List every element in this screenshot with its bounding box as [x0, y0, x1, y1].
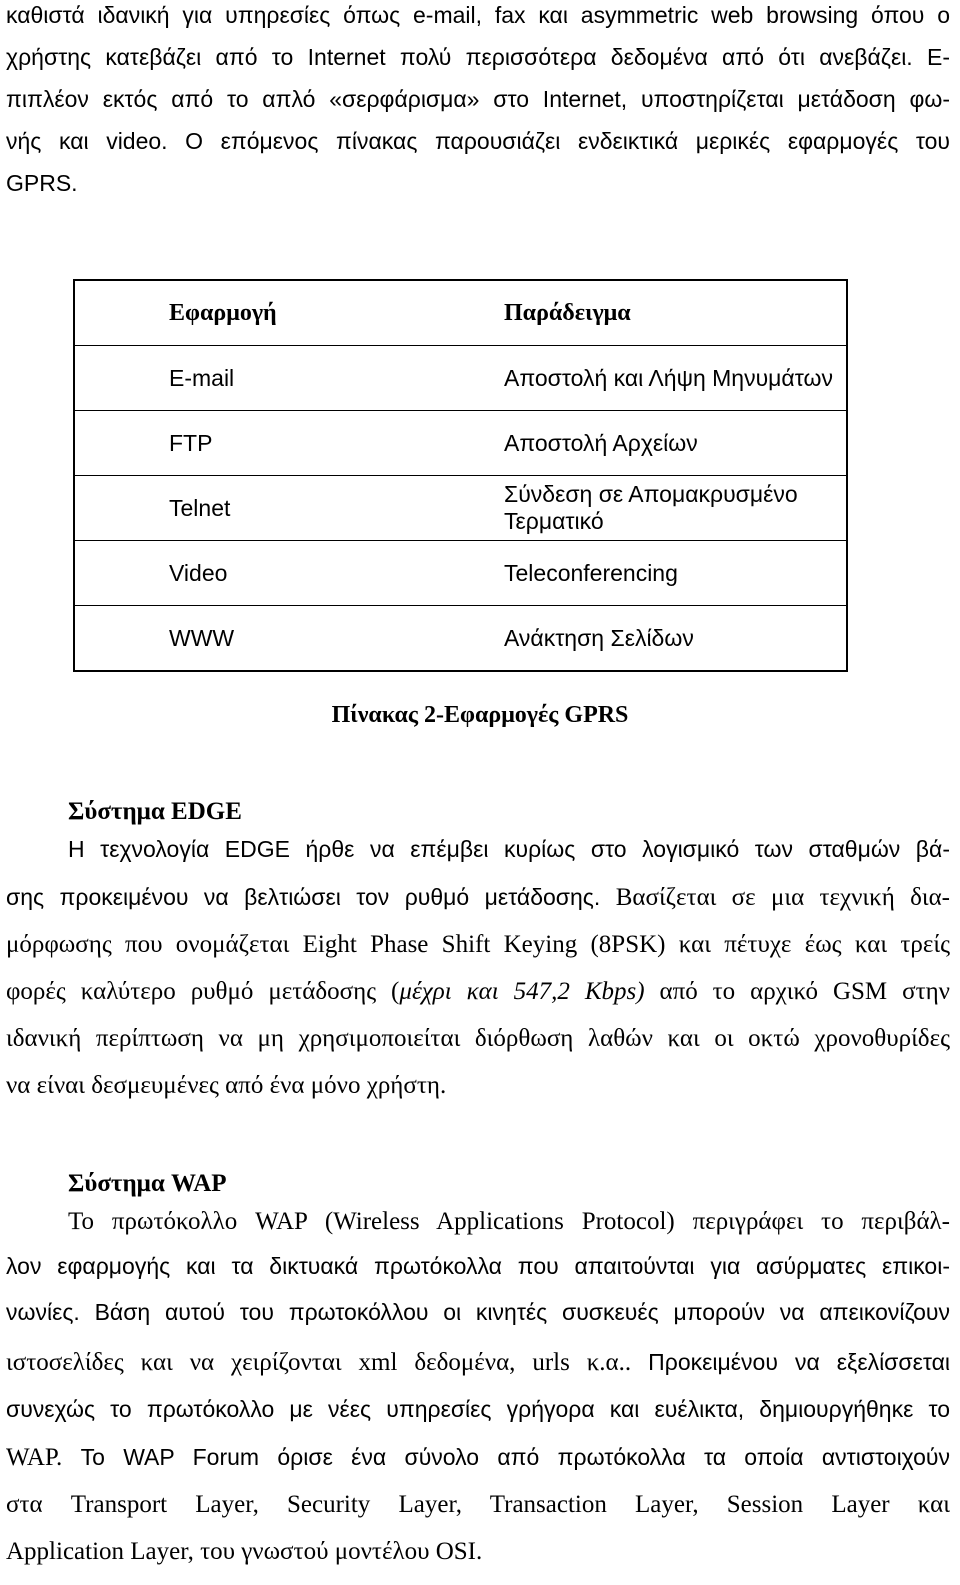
text-line: Το πρωτόκολλο WAP (Wireless Applications Protocol) περιγράφει το περιβάλ-: [68, 1208, 950, 1235]
text-line: Application Layer, του γνωστού μοντέλου OSI.: [6, 1538, 483, 1565]
table-cell: WWW: [169, 624, 235, 651]
table-cell: E-mail: [169, 364, 235, 391]
table-cell: Σύνδεση σε Απομακρυσμένο Τερματικό: [504, 481, 798, 534]
table-row: [74, 476, 847, 541]
table-caption: Πίνακας 2-Εφαρμογές GPRS: [331, 702, 629, 728]
text-line: συνεχώς το πρωτόκολλο με νέες υπηρεσίες γρήγορα και ευέλικτα, δημιουργήθηκε το: [6, 1396, 950, 1422]
text-line: πιπλέον εκτός από το απλό «σερφάρισμα» στο Internet, υποστηρίζεται μετάδοση φω-: [6, 86, 950, 112]
text-line: να είναι δεσμευμένες από ένα μόνο χρήστη.: [6, 1072, 447, 1099]
table-header-row: [74, 280, 847, 346]
table-cell: Αποστολή Αρχείων: [504, 429, 698, 456]
table-cell: Ανάκτηση Σελίδων: [504, 624, 694, 651]
text-span: νωνίες.: [6, 1299, 80, 1325]
text-span: Βασίζεται σε μια τεχνική δια-: [615, 884, 951, 911]
section-heading-wap: Σύστημα WAP: [68, 1170, 227, 1197]
text-line: [6, 885, 950, 910]
text-span: ιστοσελίδες και να χειρίζονται xml δεδομένα, urls κ.α..: [6, 1349, 632, 1376]
gprs-applications-table: [73, 279, 848, 672]
text-line: [6, 1350, 950, 1375]
text-span: Βάση αυτού του πρωτοκόλλου οι κινητές συσκευές μπορούν να απεικονίζουν: [79, 1299, 950, 1325]
column-header-application: Εφαρμογή: [169, 299, 277, 326]
text-line: [6, 979, 950, 1004]
text-line: χρήστης κατεβάζει από το Internet πολύ περισσότερα δεδομένα από ότι ανεβάζει. Ε-: [6, 44, 950, 70]
text-span: Προκειμένου να εξελίσσεται: [631, 1349, 950, 1375]
table-cell: Telnet: [169, 494, 231, 521]
table-cell: Αποστολή και Λήψη Μηνυμάτων: [504, 364, 833, 391]
text-line: [6, 1445, 950, 1470]
rate-italic: μέχρι και 547,2 Kbps): [399, 978, 645, 1005]
table-row: [74, 411, 847, 476]
table-cell: FTP: [169, 429, 213, 456]
text-line: ιδανική περίπτωση να μη χρησιμοποιείται διόρθωση λαθών και οι οκτώ χρονοθυρίδες: [6, 1025, 950, 1052]
text-line: [6, 1301, 950, 1324]
table-row: [74, 541, 847, 606]
text-line: λον εφαρμογής και τα δικτυακά πρωτόκολλα που απαιτούνται για ασύρματες επικοι-: [6, 1253, 950, 1279]
section-heading-edge: Σύστημα EDGE: [68, 798, 242, 825]
text-span: WAP.: [6, 1444, 63, 1471]
column-header-example: Παράδειγμα: [504, 299, 631, 326]
table-cell: Video: [169, 559, 228, 586]
text-line: καθιστά ιδανική για υπηρεσίες όπως e-mail, fax και asymmetric web browsing όπου ο: [6, 2, 950, 28]
text-line: GPRS.: [6, 170, 78, 196]
table-cell: Teleconferencing: [504, 559, 678, 586]
text-span: από το αρχικό GSM στην: [644, 978, 950, 1005]
text-span: σης προκειμένου να βελτιώσει τον ρυθμό μετάδοσης.: [6, 884, 601, 910]
text-line: Η τεχνολογία EDGE ήρθε να επέμβει κυρίως στο λογισμικό των σταθμών βά-: [68, 836, 950, 862]
text-line: στα Transport Layer, Security Layer, Transaction Layer, Session Layer και: [6, 1491, 950, 1518]
text-span: Το WAP Forum όρισε ένα σύνολο από πρωτόκολλα τα οποία αντιστοιχούν: [62, 1444, 950, 1470]
text-line: μόρφωσης που ονομάζεται Eight Phase Shift Keying (8PSK) και πέτυχε έως και τρείς: [6, 931, 950, 958]
text-span: φορές καλύτερο ρυθμό μετάδοσης (: [6, 978, 400, 1005]
text-line: νής και video. Ο επόμενος πίνακας παρουσιάζει ενδεικτικά μερικές εφαρμογές του: [6, 128, 950, 154]
table-row: [74, 346, 847, 411]
table-row: [74, 606, 847, 672]
